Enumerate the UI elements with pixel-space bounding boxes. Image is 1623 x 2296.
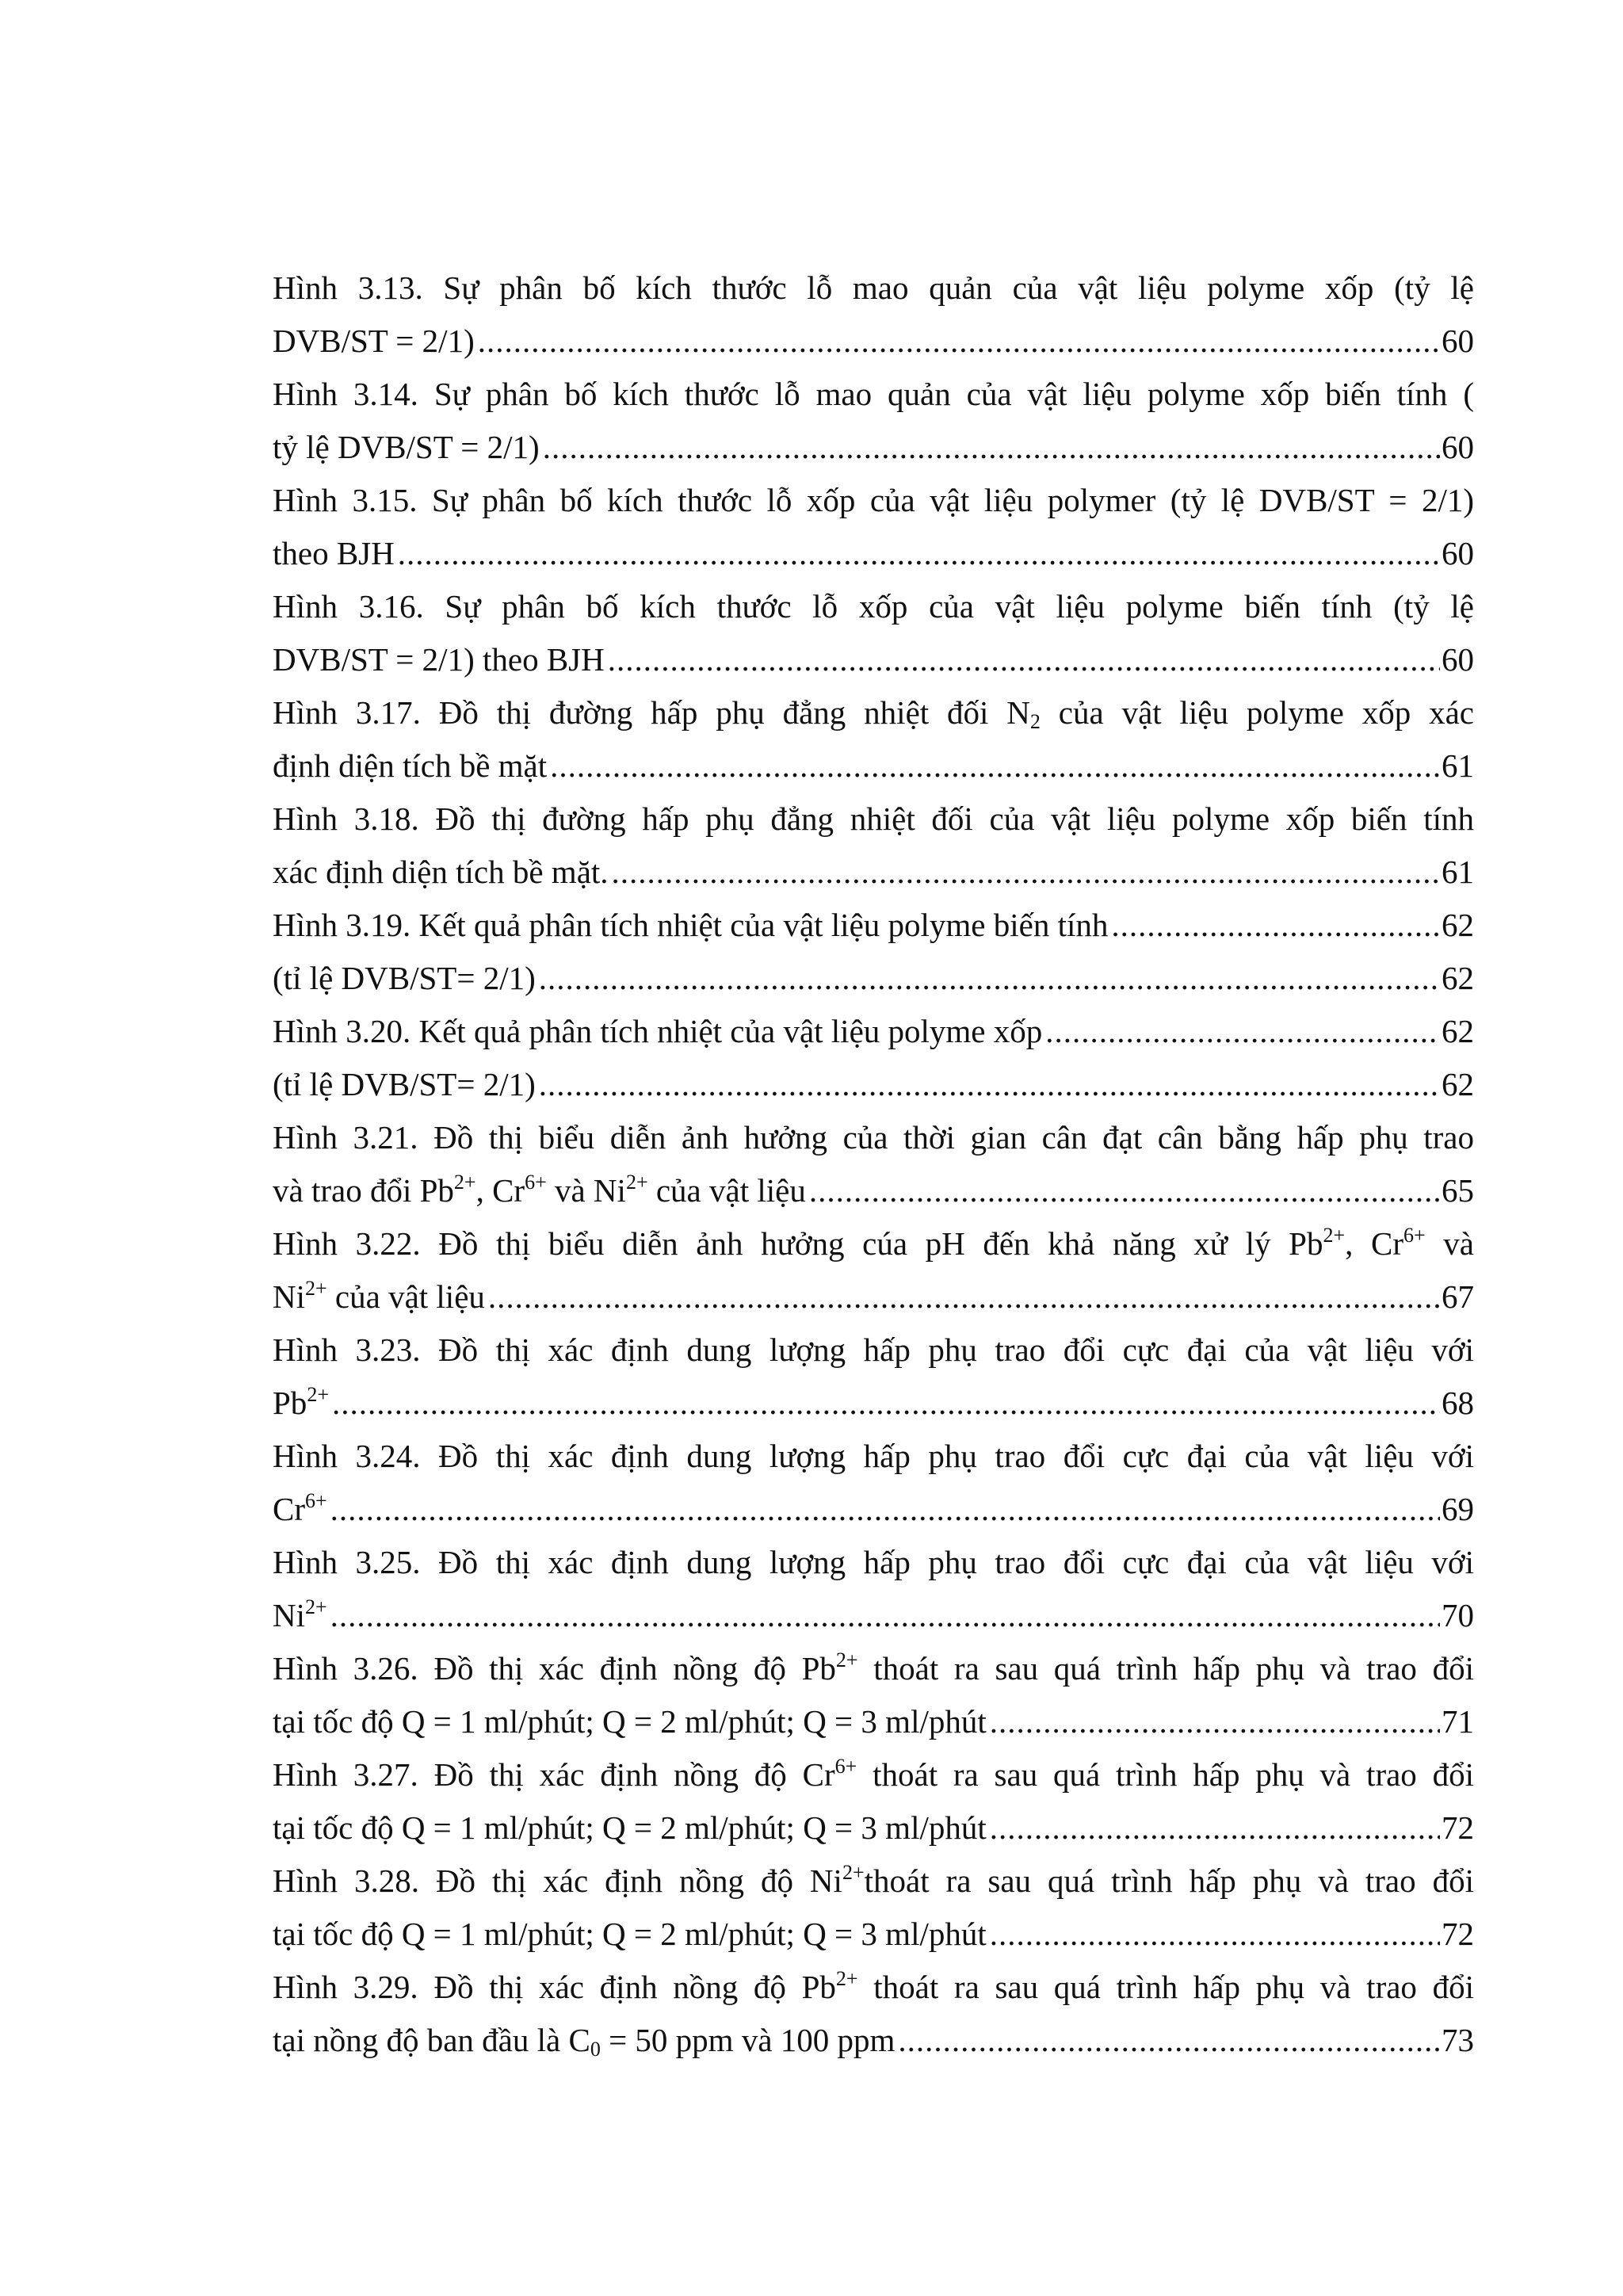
toc-entry-3-17-line2: định diện tích bề mặt ..... 61 [273, 739, 1474, 793]
toc-entry-3-18-line2: xác định diện tích bề mặt. ..... 61 [273, 846, 1474, 899]
toc-entry-3-28-line1: Hình 3.28. Đồ thị xác định nồng độ $Ni^{2+}thoát$ ra sau quá trình hấp phụ và trao đổi [273, 1861, 1474, 1899]
dot-leader [539, 1058, 1440, 1111]
dot-leader [898, 2014, 1440, 2067]
toc-entry-3-13-line1: Hình 3.13. Sự phân bố kích thước lỗ mao quản của vật liệu polyme xốp (tỷ lệ [273, 269, 1474, 306]
dot-leader [990, 1695, 1440, 1748]
page-number: 62 [1442, 1066, 1474, 1102]
page-number: 73 [1442, 2022, 1474, 2058]
page-number: 70 [1442, 1597, 1474, 1633]
toc-entry-3-21-line1: Hình 3.21. Đồ thị biểu diễn ảnh hưởng của thời gian cân đạt cân bằng hấp phụ trao [273, 1119, 1474, 1156]
toc-entry-3-19-ratio: (tỉ lệ DVB/ST= 2/1) ..... 62 [273, 952, 1474, 1005]
dot-leader [550, 739, 1440, 793]
page-number: 69 [1442, 1491, 1474, 1527]
page-number: 62 [1442, 907, 1474, 943]
toc-entry-3-21-line2: và trao đổi $Pb^{2+}$, $Cr^{6+}$ và $Ni^{2+}$ của vật liệu ..... 65 [273, 1164, 1474, 1217]
dot-leader [488, 1270, 1440, 1324]
dot-leader [539, 952, 1440, 1005]
toc-entry-3-19: Hình 3.19. Kết quả phân tích nhiệt của vật liệu polyme biến tính ..... 62 [273, 899, 1474, 952]
dot-leader [398, 527, 1440, 580]
toc-entry-3-14-line1: Hình 3.14. Sự phân bố kích thước lỗ mao quản của vật liệu polyme xốp biến tính ( [273, 376, 1474, 412]
dot-leader [330, 1483, 1440, 1536]
toc-entry-3-13-line2: DVB/ST = 2/1) ..... 60 [273, 315, 1474, 368]
toc-entry-3-29-line2: tại nồng độ ban đầu là $C_0 = 50$ ppm và 100 ppm ..... 73 [273, 2014, 1474, 2067]
toc-entry-3-23-line1: Hình 3.23. Đồ thị xác định dung lượng hấp phụ trao đổi cực đại của vật liệu với [273, 1331, 1474, 1368]
toc-entry-3-27-line2: tại tốc độ Q = 1 ml/phút; Q = 2 ml/phút; Q = 3 ml/phút ..... 72 [273, 1801, 1474, 1855]
dot-leader [608, 633, 1440, 686]
toc-entry-3-29-line1: Hình 3.29. Đồ thị xác định nồng độ $Pb^{2+}$ thoát ra sau quá trình hấp phụ và trao đổi [273, 1967, 1474, 2005]
dot-leader [809, 1164, 1440, 1217]
toc-entry-3-25-line1: Hình 3.25. Đồ thị xác định dung lượng hấp phụ trao đổi cực đại của vật liệu với [273, 1544, 1474, 1580]
toc-entry-3-25-line2: $Ni^{2+}$ ..... 70 [273, 1589, 1474, 1642]
page-number: 62 [1442, 960, 1474, 996]
toc-entry-3-16-line1: Hình 3.16. Sự phân bố kích thước lỗ xốp của vật liệu polyme biến tính (tỷ lệ [273, 588, 1474, 625]
dot-leader [330, 1589, 1440, 1642]
page-number: 68 [1442, 1385, 1474, 1421]
page-number: 61 [1442, 747, 1474, 784]
page-number: 60 [1442, 429, 1474, 465]
dot-leader [612, 846, 1440, 899]
page-number: 72 [1442, 1916, 1474, 1952]
page-number: 61 [1442, 854, 1474, 890]
dot-leader [1045, 1005, 1440, 1058]
page-number: 67 [1442, 1278, 1474, 1315]
page-number: 72 [1442, 1809, 1474, 1846]
toc-entry-3-22-line2: $Ni^{2+}$ của vật liệu ..... 67 [273, 1270, 1474, 1324]
page-number: 60 [1442, 323, 1474, 359]
dot-leader [1111, 899, 1440, 952]
toc-entry-3-26-line1: Hình 3.26. Đồ thị xác định nồng độ $Pb^{2+}$ thoát ra sau quá trình hấp phụ và trao đổi [273, 1648, 1474, 1687]
toc-entry-3-16-line2: DVB/ST = 2/1) theo BJH ..... 60 [273, 633, 1474, 686]
toc-entry-3-20: Hình 3.20. Kết quả phân tích nhiệt của vật liệu polyme xốp ..... 62 [273, 1005, 1474, 1058]
toc-entry-3-15-line1: Hình 3.15. Sự phân bố kích thước lỗ xốp của vật liệu polymer (tỷ lệ DVB/ST = 2/1) [273, 482, 1474, 518]
toc-entry-3-18-line1: Hình 3.18. Đồ thị đường hấp phụ đẳng nhiệt đối của vật liệu polyme xốp biến tính [273, 800, 1474, 837]
toc-entry-3-15-line2: theo BJH ..... 60 [273, 527, 1474, 580]
toc-entry-3-14-line2: tỷ lệ DVB/ST = 2/1) ..... 60 [273, 421, 1474, 474]
dot-leader [543, 421, 1440, 474]
page-number: 71 [1442, 1703, 1474, 1740]
toc-entry-3-26-line2: tại tốc độ Q = 1 ml/phút; Q = 2 ml/phút; Q = 3 ml/phút ..... 71 [273, 1695, 1474, 1748]
page-number: 60 [1442, 535, 1474, 571]
toc-entry-3-27-line1: Hình 3.27. Đồ thị xác định nồng độ $Cr^{6+}$ thoát ra sau quá trình hấp phụ và trao đổi [273, 1755, 1474, 1793]
toc-entry-3-22-line1: Hình 3.22. Đồ thị biểu diễn ảnh hưởng cúa pH đến khả năng xử lý $Pb^{2+}$, $Cr^{6+}$ và [273, 1224, 1475, 1262]
toc-entry-3-28-line2: tại tốc độ Q = 1 ml/phút; Q = 2 ml/phút; Q = 3 ml/phút ..... 72 [273, 1908, 1474, 1961]
toc-entry-3-24-line1: Hình 3.24. Đồ thị xác định dung lượng hấp phụ trao đổi cực đại của vật liệu với [273, 1438, 1474, 1474]
page-number: 62 [1442, 1013, 1474, 1049]
page-number: 65 [1442, 1172, 1474, 1209]
toc-entry-3-20-ratio: (tỉ lệ DVB/ST= 2/1) ..... 62 [273, 1058, 1474, 1111]
dot-leader [478, 315, 1440, 368]
list-of-figures [273, 262, 1474, 2067]
toc-entry-3-24-line2: $Cr^{6+}$ ..... 69 [273, 1483, 1474, 1536]
dot-leader [332, 1377, 1440, 1430]
toc-entry-3-23-line2: $Pb^{2+}$ ..... 68 [273, 1377, 1474, 1430]
dot-leader [990, 1908, 1440, 1961]
toc-entry-3-17-line1: Hình 3.17. Đồ thị đường hấp phụ đẳng nhiệt đối $N_2$ của vật liệu polyme xốp xác [273, 694, 1475, 733]
dot-leader [990, 1801, 1440, 1855]
page-number: 60 [1442, 641, 1474, 678]
